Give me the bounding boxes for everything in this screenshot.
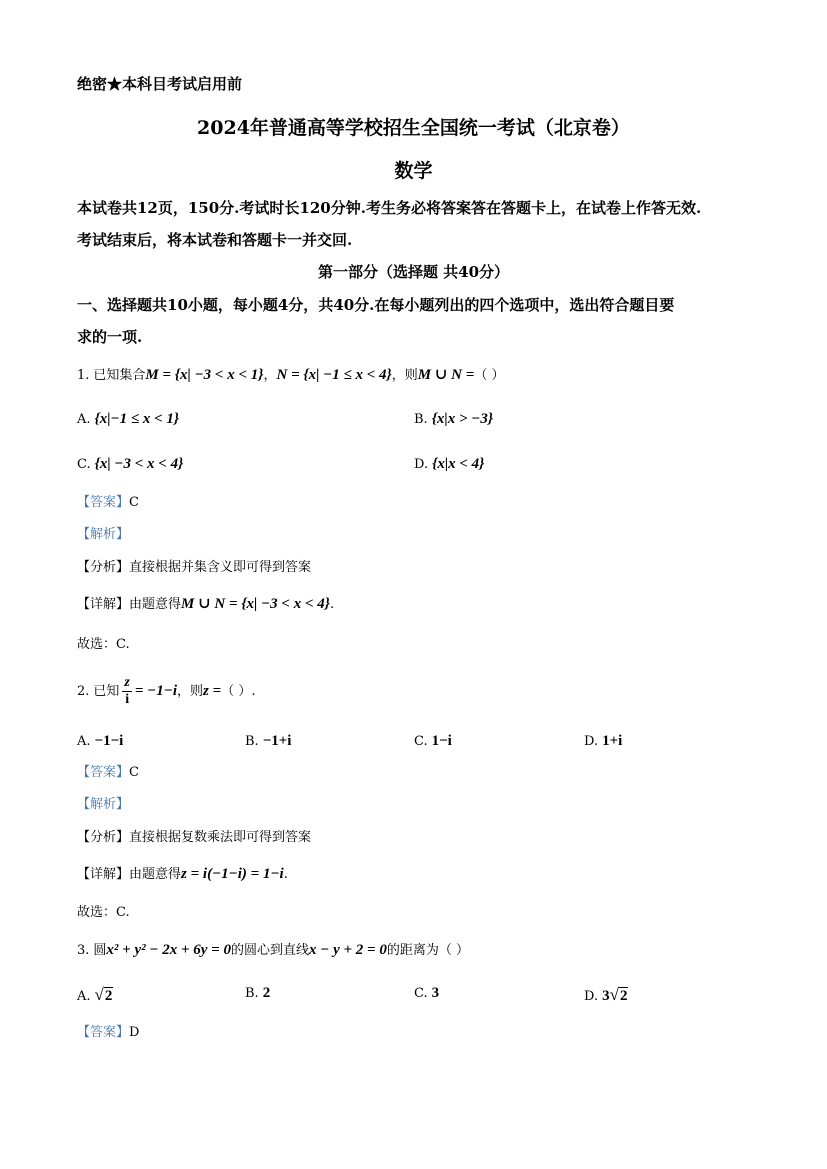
option-b[interactable] (245, 734, 291, 749)
detail-line (77, 867, 288, 882)
analysis-tag: 【解析】 (77, 797, 130, 812)
option-label: D. (414, 457, 429, 472)
option-label: A. (77, 989, 91, 1004)
coefficient: 3 (602, 988, 610, 1004)
option-d[interactable] (584, 734, 622, 749)
question-text: 的圆心到直线 (230, 943, 309, 958)
option-a[interactable] (77, 734, 123, 749)
detail-tag: 【详解】 (77, 867, 130, 882)
option-b[interactable] (245, 986, 270, 1001)
option-label: D. (584, 989, 599, 1004)
radicand: 2 (104, 988, 113, 1004)
option-value: {x|x > −3} (431, 411, 494, 427)
option-b[interactable] (414, 412, 493, 427)
answer-line (77, 766, 139, 779)
option-label: D. (584, 734, 599, 749)
option-label: B. (414, 412, 428, 427)
fraction (122, 675, 131, 708)
analysis-summary (77, 831, 311, 844)
detail-tag: 【详解】 (77, 597, 130, 612)
question-text: ，则 (391, 368, 418, 383)
fraction-denominator: i (125, 692, 130, 708)
subject-title: 数学 (394, 160, 433, 182)
conclusion: 故选：C. (77, 637, 130, 652)
fenxi-text: 直接根据复数乘法即可得到答案 (129, 830, 312, 845)
question-text: 已知 (93, 684, 120, 700)
question-3-stem (77, 943, 469, 958)
question-number: 2. (77, 684, 90, 700)
option-value (602, 986, 628, 1004)
question-text: 已知集合 (93, 368, 146, 383)
answer-value: C (129, 495, 139, 510)
option-label: C. (414, 734, 428, 749)
answer-tag: 【答案】 (77, 765, 130, 780)
detail-end: . (330, 597, 335, 612)
exam-title: 2024年普通高等学校招生全国统一考试（北京卷） (197, 117, 630, 139)
comma: ， (263, 368, 277, 383)
secret-note: 绝密★本科目考试启用前 (77, 75, 243, 93)
option-label: A. (77, 734, 91, 749)
fraction-numerator: z (122, 675, 131, 692)
z-expression: z = (203, 683, 222, 700)
question-text: ，则 (177, 684, 204, 700)
option-value: 1+i (602, 733, 623, 749)
option-a[interactable] (77, 986, 113, 1004)
fenxi-tag: 【分析】 (77, 560, 130, 575)
answer-paren: （ ）. (221, 684, 256, 700)
detail-text: 由题意得 (129, 597, 182, 612)
part-title: 第一部分（选择题 共40分） (317, 263, 510, 281)
question-number: 3. (77, 943, 90, 958)
option-value: {x| −3 < x < 4} (94, 456, 184, 472)
option-label: B. (245, 734, 259, 749)
section-heading-line-2: 求的一项. (77, 328, 143, 346)
detail-math: z = i(−1−i) = 1−i (181, 866, 284, 882)
detail-end: . (283, 867, 288, 882)
option-a[interactable] (77, 412, 179, 427)
option-c[interactable] (77, 457, 183, 472)
detail-line (77, 597, 334, 612)
rhs-expression: = −1−i (134, 683, 178, 700)
question-1-stem (77, 368, 504, 383)
option-value: {x|x < 4} (432, 456, 485, 472)
option-label: C. (77, 457, 91, 472)
set-n-expression: N = {x| −1 ≤ x < 4} (276, 367, 392, 383)
question-number: 1. (77, 368, 90, 383)
option-value (95, 986, 114, 1004)
question-2-stem (77, 675, 255, 708)
radicand: 2 (619, 988, 628, 1004)
circle-equation: x² + y² − 2x + 6y = 0 (106, 942, 231, 958)
option-value: 2 (262, 985, 271, 1001)
line-equation: x − y + 2 = 0 (308, 942, 387, 958)
option-value: −1−i (94, 733, 124, 749)
analysis-tag: 【解析】 (77, 527, 130, 542)
option-value: 1−i (431, 733, 452, 749)
question-text: 的距离为（ ） (386, 943, 469, 958)
intro-line-1: 本试卷共12页，150分.考试时长120分钟.考生务必将答案答在答题卡上，在试卷上作答无效. (77, 199, 702, 217)
option-d[interactable] (584, 986, 628, 1004)
option-c[interactable] (414, 986, 439, 1001)
answer-line (77, 1026, 139, 1039)
analysis-summary (77, 561, 311, 574)
question-text: 圆 (93, 943, 107, 958)
union-expression: M ∪ N = (417, 367, 475, 383)
set-m-expression: M = {x| −3 < x < 1} (145, 367, 264, 383)
answer-tag: 【答案】 (77, 495, 130, 510)
answer-value: C (129, 765, 139, 780)
option-label: C. (414, 986, 428, 1001)
option-value: {x|−1 ≤ x < 1} (94, 411, 180, 427)
fenxi-tag: 【分析】 (77, 830, 130, 845)
option-value: 3 (431, 985, 440, 1001)
answer-value: D (129, 1025, 140, 1040)
option-value: −1+i (262, 733, 292, 749)
detail-math: M ∪ N = {x| −3 < x < 4} (181, 596, 330, 612)
option-c[interactable] (414, 734, 452, 749)
section-heading-line-1: 一、选择题共10小题，每小题4分，共40分.在每小题列出的四个选项中，选出符合题目要 (77, 296, 675, 314)
option-label: A. (77, 412, 91, 427)
option-label: B. (245, 986, 259, 1001)
answer-line (77, 496, 139, 509)
intro-line-2: 考试结束后，将本试卷和答题卡一并交回. (77, 231, 353, 249)
detail-text: 由题意得 (129, 867, 182, 882)
option-d[interactable] (414, 457, 484, 472)
fenxi-text: 直接根据并集含义即可得到答案 (129, 560, 312, 575)
conclusion: 故选：C. (77, 905, 130, 920)
answer-paren: （ ） (474, 368, 505, 383)
sqrt-icon: √ (609, 985, 619, 1004)
answer-tag: 【答案】 (77, 1025, 130, 1040)
sqrt-icon: √ (94, 985, 104, 1004)
